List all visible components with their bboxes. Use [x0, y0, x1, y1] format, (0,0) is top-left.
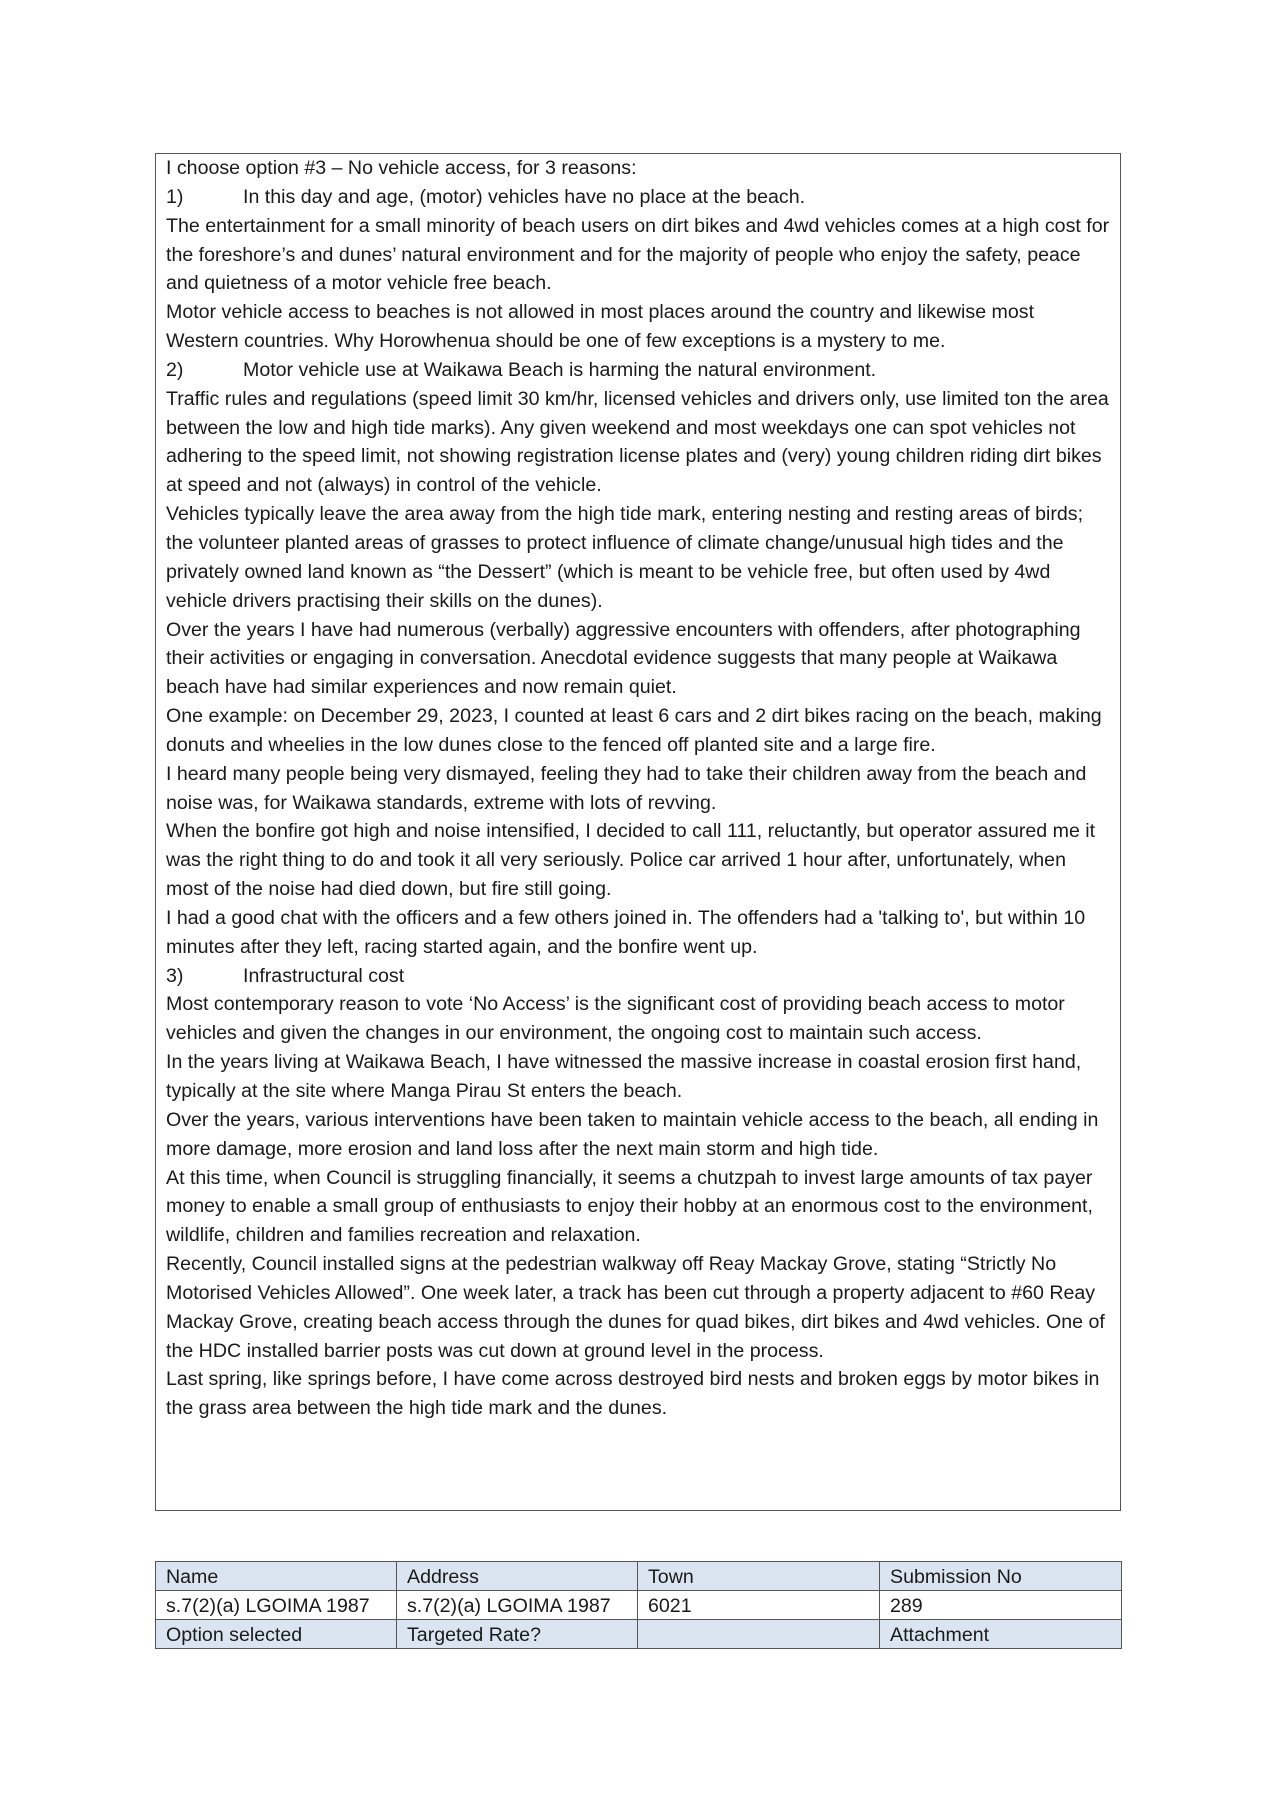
table-cell: Name — [156, 1562, 397, 1591]
paragraph: Over the years I have had numerous (verbally) aggressive encounters with offenders, after photographing their activities or engaging in conversation. Anecdotal evidence suggests that many people at Waikawa beach have had similar experiences and now remain quiet. — [166, 618, 1081, 699]
table-row — [156, 1562, 1122, 1591]
submission-details-table — [155, 1561, 1122, 1649]
table-cell: Address — [397, 1562, 638, 1591]
table-cell: Town — [638, 1562, 880, 1591]
paragraph: I heard many people being very dismayed, feeling they had to take their children away from the beach and noise was, for Waikawa standards, extreme with lots of revving. — [166, 762, 1087, 814]
paragraph: I had a good chat with the officers and a few others joined in. The offenders had a 'talking to', but within 10 minutes after they left, racing started again, and the bonfire went up. — [166, 906, 1086, 958]
paragraph: I choose option #3 – No vehicle access, for 3 reasons: — [166, 157, 637, 179]
paragraph: Vehicles typically leave the area away from the high tide mark, entering nesting and resting areas of birds; the volunteer planted areas of grasses to protect influence of climate change/unusual high tides and the privately owned land known as “the Dessert” (which is meant to be vehicle free, but often used by 4wd vehicle drivers practising their skills on the dunes). — [166, 503, 1084, 612]
table-cell: Submission No — [880, 1562, 1122, 1591]
paragraph: Last spring, like springs before, I have come across destroyed bird nests and broken eggs by motor bikes in the grass area between the high tide mark and the dunes. — [166, 1368, 1100, 1420]
paragraph: Most contemporary reason to vote ‘No Access’ is the significant cost of providing beach access to motor vehicles and given the changes in our environment, the ongoing cost to maintain such access. — [166, 993, 1065, 1045]
paragraph: Over the years, various interventions have been taken to maintain vehicle access to the beach, all ending in more damage, more erosion and land loss after the next main storm and high tide. — [166, 1108, 1099, 1160]
paragraph: Recently, Council installed signs at the pedestrian walkway off Reay Mackay Grove, stating “Strictly No Motorised Vehicles Allowed”. One week later, a track has been cut through a property adjacent to #60 Reay Mackay Grove, creating beach access through the dunes for quad bikes, dirt bikes and 4wd vehicles. One of the HDC installed barrier posts was cut down at ground level in the process. — [166, 1253, 1105, 1362]
paragraph: When the bonfire got high and noise intensified, I decided to call 111, reluctantly, but operator assured me it was the right thing to do and took it all very seriously. Police car arrived 1 hour after, unfortunately, when most of the noise had died down, but fire still going. — [166, 820, 1096, 901]
paragraph: At this time, when Council is struggling financially, it seems a chutzpah to invest large amounts of tax payer money to enable a small group of enthusiasts to enjoy their hobby at an enormous cost to the environment, wildlife, children and families recreation and relaxation. — [166, 1166, 1093, 1247]
numbered-heading — [166, 356, 1110, 385]
table-cell: 6021 — [638, 1591, 880, 1620]
table-row — [156, 1591, 1122, 1620]
table-cell: Option selected — [156, 1620, 397, 1649]
paragraph: Motor vehicle access to beaches is not allowed in most places around the country and likewise most Western countries. Why Horowhenua should be one of few exceptions is a mystery to me. — [166, 301, 1035, 353]
paragraph: In the years living at Waikawa Beach, I have witnessed the massive increase in coastal erosion first hand, typically at the site where Manga Pirau St enters the beach. — [166, 1051, 1082, 1102]
numbered-heading — [166, 183, 1110, 212]
heading-number: 2) — [166, 358, 184, 381]
heading-number: 1) — [166, 185, 184, 208]
table-cell: Attachment — [880, 1620, 1122, 1649]
heading-text: In this day and age, (motor) vehicles have no place at the beach. — [243, 185, 806, 208]
table-cell: Targeted Rate? — [397, 1620, 638, 1649]
heading-number: 3) — [166, 964, 184, 987]
table-cell: s.7(2)(a) LGOIMA 1987 — [156, 1591, 397, 1620]
paragraph: Traffic rules and regulations (speed limit 30 km/hr, licensed vehicles and drivers only, use limited ton the area between the low and high tide marks). Any given weekend and most weekdays one can spot vehicles not adhering to the speed limit, not showing registration license plates and (very) young children riding dirt bikes at speed and not (always) in control of the vehicle. — [166, 387, 1109, 497]
numbered-heading — [166, 962, 1110, 991]
table-cell: 289 — [880, 1591, 1122, 1620]
paragraph: The entertainment for a small minority of beach users on dirt bikes and 4wd vehicles comes at a high cost for the foreshore’s and dunes’ natural environment and for the majority of people who enjoy the safety, peace and quietness of a motor vehicle free beach. — [166, 214, 1110, 295]
heading-text: Infrastructural cost — [243, 964, 405, 987]
paragraph: One example: on December 29, 2023, I counted at least 6 cars and 2 dirt bikes racing on the beach, making donuts and wheelies in the low dunes close to the fenced off planted site and a large fire. — [166, 705, 1102, 756]
table-cell — [638, 1620, 880, 1649]
table-row — [156, 1620, 1122, 1649]
submission-text-box — [155, 153, 1121, 1511]
heading-text: Motor vehicle use at Waikawa Beach is harming the natural environment. — [243, 358, 877, 381]
table-cell: s.7(2)(a) LGOIMA 1987 — [397, 1591, 638, 1620]
